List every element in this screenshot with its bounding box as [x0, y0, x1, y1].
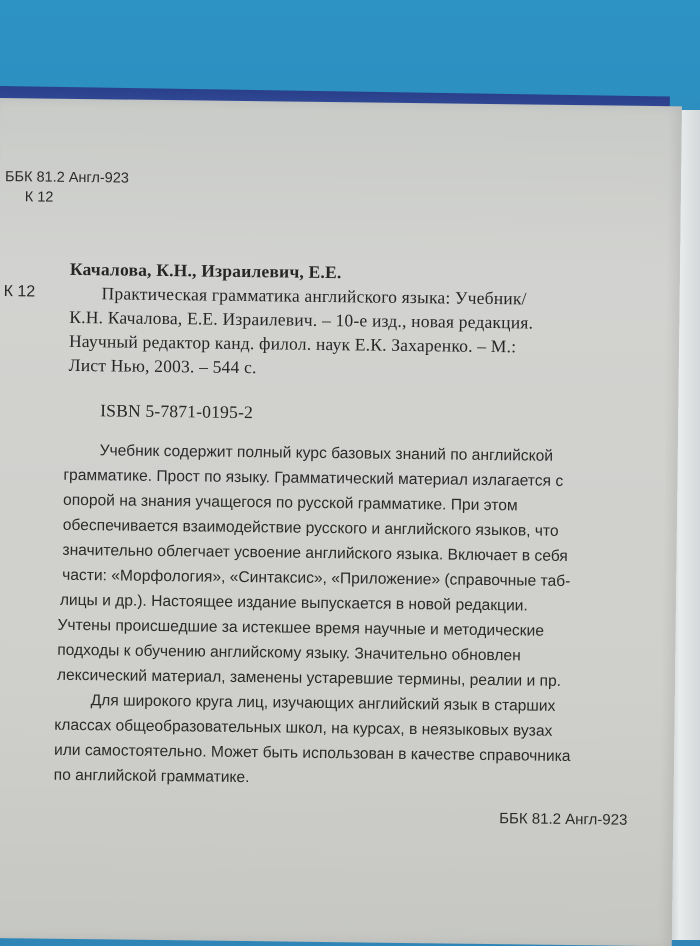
annotation-line: Для широкого круга лиц, изучающих английский язык в старших	[90, 692, 556, 715]
k-code-top: К 12	[24, 189, 54, 206]
bbk-code-bottom: ББК 81.2 Англ-923	[499, 810, 628, 829]
annotation-line: лицы и др.). Настоящее издание выпускается в новой редакции.	[59, 591, 528, 615]
book-page	[0, 98, 682, 946]
entry-k-label: К 12	[3, 283, 36, 301]
annotation-line: лексический материал, заменены устаревшие термины, реалии и пр.	[56, 666, 562, 690]
annotation-line: грамматике. Прост по языку. Грамматический материал излагается с	[63, 466, 564, 490]
entry-description-line: Научный редактор канд. филол. наук Е.К. Захаренко. – М.:	[68, 330, 517, 357]
bbk-code-top: ББК 81.2 Англ-923	[4, 169, 130, 187]
entry-description-line: Лист Нью, 2003. – 544 с.	[68, 354, 257, 378]
annotation-line: подходы к обучению английскому языку. Значительно обновлен	[57, 641, 521, 665]
annotation-line: по английской грамматике.	[53, 766, 250, 787]
entry-description-line: Практическая грамматика английского языка: Учебник/	[101, 283, 527, 309]
annotation-line: значительно облегчает усвоение английского языка. Включает в себя	[62, 541, 568, 565]
entry-authors: Качалова, К.Н., Израилевич, Е.Е.	[69, 258, 342, 283]
annotation-line: или самостоятельно. Может быть использован в качестве справочника	[53, 741, 571, 766]
annotation-line: части: «Морфология», «Синтаксис», «Приложение» (справочные таб-	[62, 566, 571, 591]
annotation-line: обеспечивается взаимодействие русского и английского языков, что	[62, 516, 559, 540]
annotation-line: Учебник содержит полный курс базовых знаний по английской	[99, 442, 554, 465]
annotation-line: классах общеобразовательных школ, на курсах, в неязыковых вузах	[54, 716, 553, 740]
entry-description-line: К.Н. Качалова, Е.Е. Израилевич. – 10-е изд., новая редакция.	[69, 306, 534, 333]
annotation-line: Учтены происшедшие за истекшее время научные и методические	[57, 616, 545, 640]
isbn: ISBN 5-7871-0195-2	[100, 400, 254, 423]
annotation-line: опорой на знания учащегося по русской грамматике. При этом	[62, 491, 518, 515]
